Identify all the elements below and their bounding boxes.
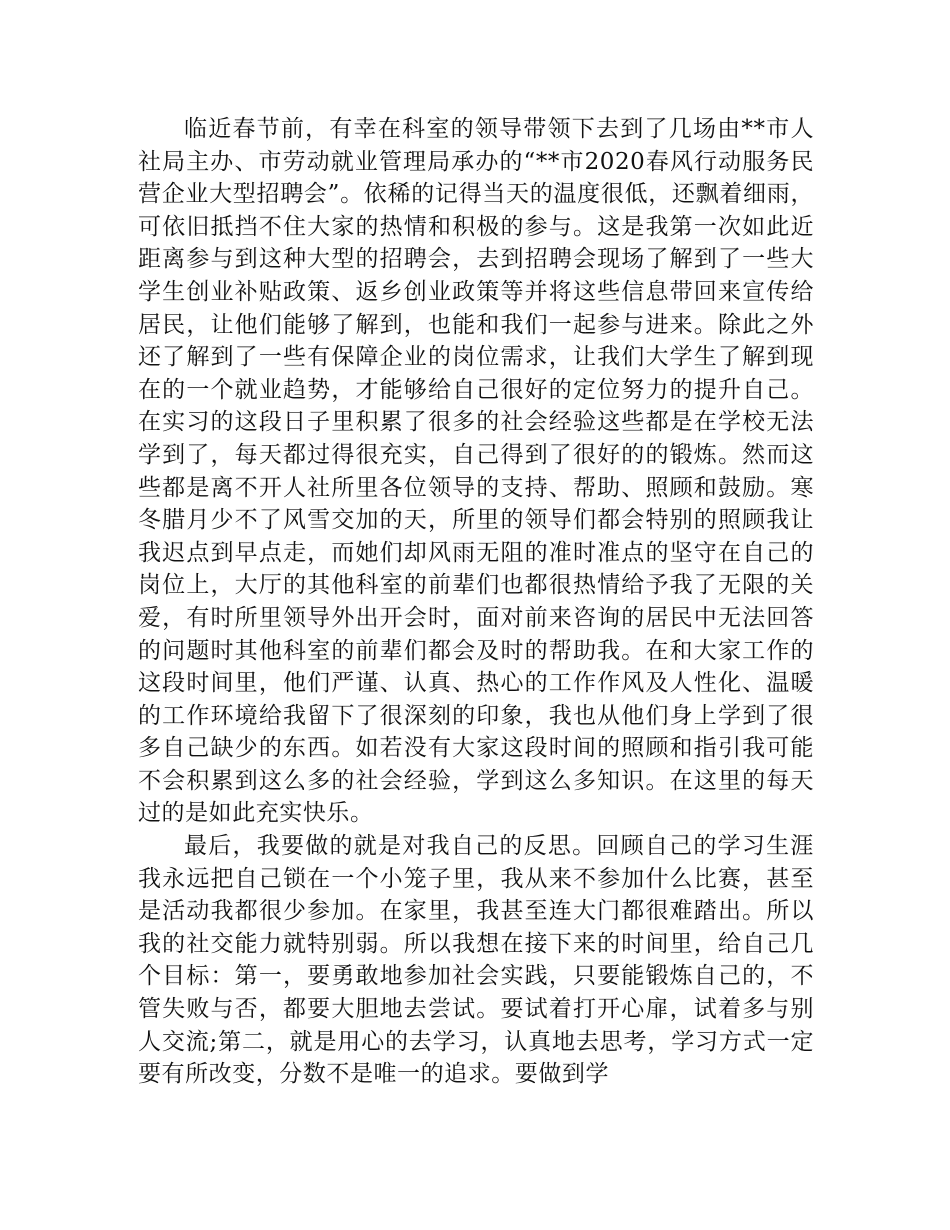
paragraph-internship-experience: 临近春节前，有幸在科室的领导带领下去到了几场由**市人社局主办、市劳动就业管理局承办的“**市2020春风行动服务民营企业大型招聘会”。依稀的记得当天的温度很低，还飘着细雨，可依旧抵挡不住大家的热情和积极的参与。这是我第一次如此近距离参与到这种大型的招聘会，去到招聘会现场了解到了一些大学生创业补贴政策、返乡创业政策等并将这些信息带回来宣传给居民，让他们能够了解到，也能和我们一起参与进来。除此之外还了解到了一些有保障企业的岗位需求，让我们大学生了解到现在的一个就业趋势，才能够给自己很好的定位努力的提升自己。在实习的这段日子里积累了很多的社会经验这些都是在学校无法学到了，每天都过得很充实，自己得到了很好的的锻炼。然而这些都是离不开人社所里各位领导的支持、帮助、照顾和鼓励。寒冬腊月少不了风雪交加的天，所里的领导们都会特别的照顾我让我迟点到早点走，而她们却风雨无阻的准时准点的坚守在自己的岗位上，大厅的其他科室的前辈们也都很热情给予我了无限的关爱，有时所里领导外出开会时，面对前来咨询的居民中无法回答的问题时其他科室的前辈们都会及时的帮助我。在和大家工作的这段时间里，他们严谨、认真、热心的工作作风及人性化、温暖的工作环境给我留下了很深刻的印象，我也从他们身上学到了很多自己缺少的东西。如若没有大家这段时间的照顾和指引我可能不会积累到这么多的社会经验，学到这么多知识。在这里的每天过的是如此充实快乐。	[138, 116, 814, 827]
document-body	[138, 113, 814, 1091]
paragraph-self-reflection: 最后，我要做的就是对我自己的反思。回顾自己的学习生涯我永远把自己锁在一个小笼子里，我从来不参加什么比赛，甚至是活动我都很少参加。在家里，我甚至连大门都很难踏出。所以我的社交能力就特别弱。所以我想在接下来的时间里，给自己几个目标：第一，要勇敢地参加社会实践，只要能锻炼自己的，不管失败与否，都要大胆地去尝试。要试着打开心扉，试着多与别人交流;第二，就是用心的去学习，认真地去思考，学习方式一定要有所改变，分数不是唯一的追求。要做到学	[138, 833, 814, 1088]
